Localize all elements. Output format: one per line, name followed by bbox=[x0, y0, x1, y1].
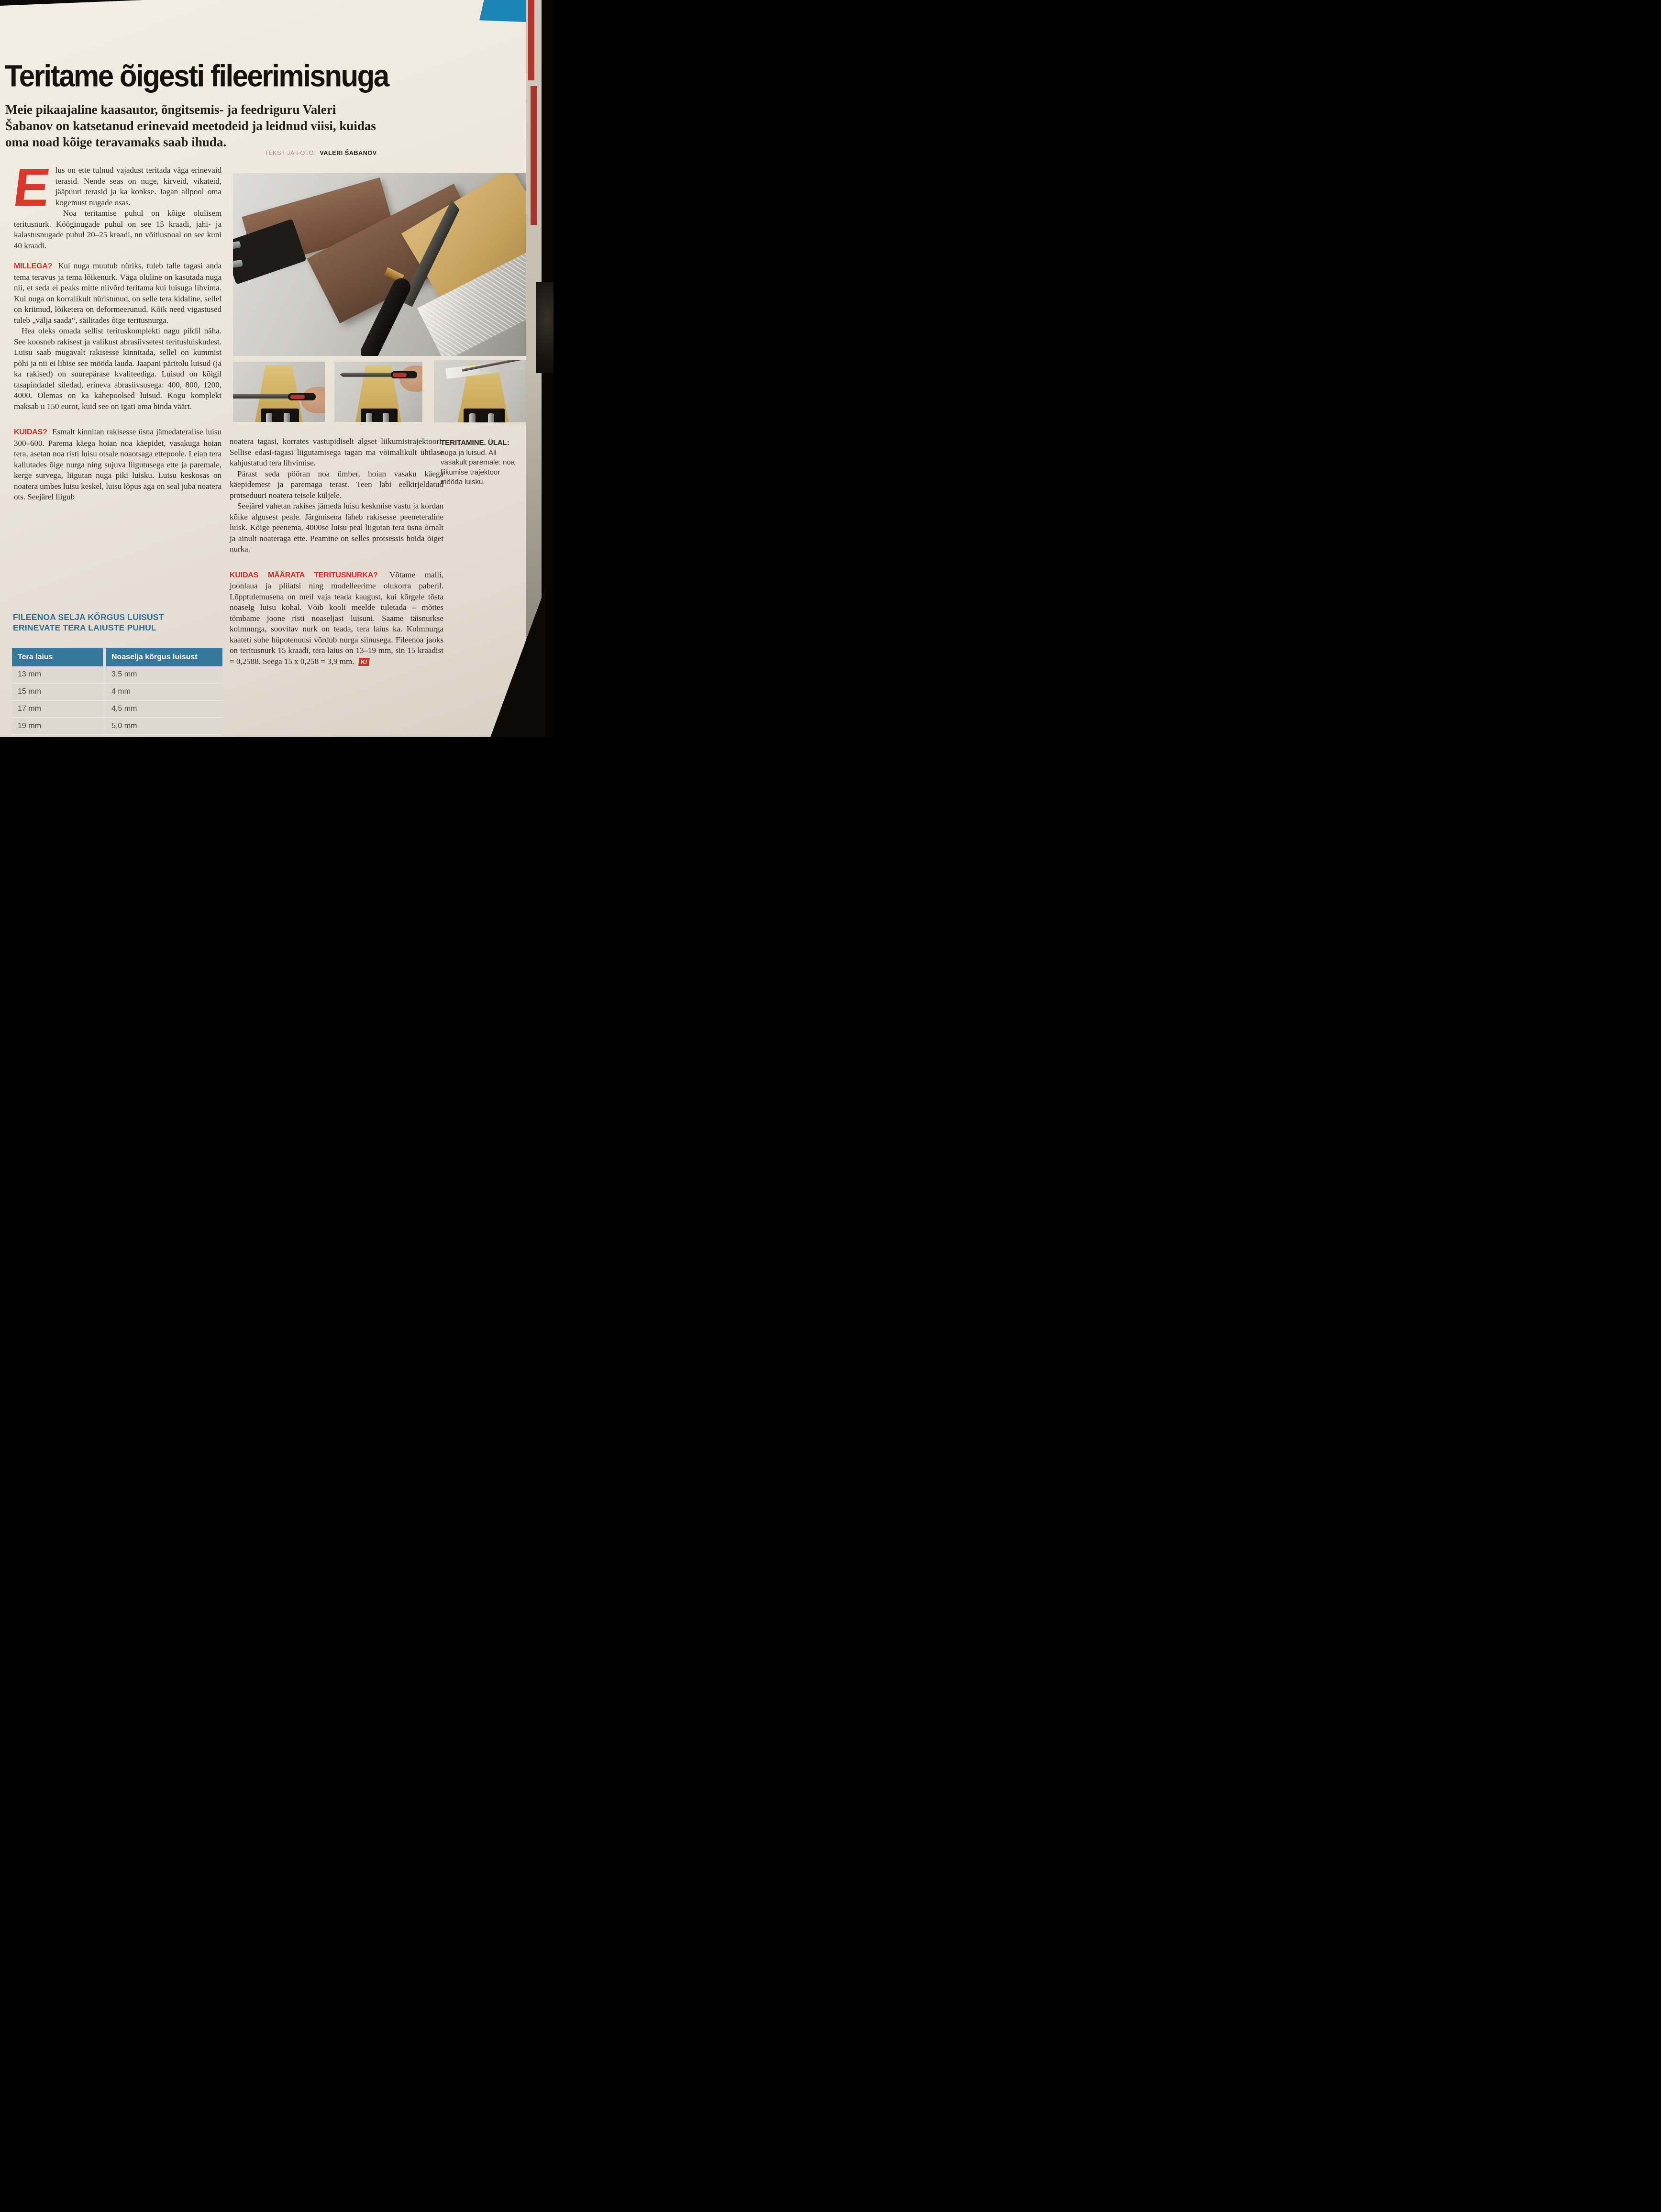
table-row bbox=[12, 666, 222, 683]
table-row bbox=[12, 718, 222, 735]
knife-blade bbox=[233, 394, 296, 398]
page-title: Teritame õigesti fileerimisnuga bbox=[5, 59, 388, 93]
article-column-left bbox=[10, 157, 222, 503]
table-cell: 4 mm bbox=[106, 683, 222, 700]
paragraph: Pärast seda pööran noa ümber, hoian vasaku käega käepidemest ja paremaga terast. Teen läbi eelkirjeldatud protseduuri noatera teisele küljele. bbox=[230, 469, 443, 500]
knife-handle bbox=[391, 371, 417, 378]
table-title bbox=[13, 612, 222, 633]
clamp-screw bbox=[366, 413, 372, 422]
article-column-middle bbox=[230, 436, 443, 667]
blade-width-table bbox=[12, 648, 222, 735]
column-header: Noaselja kõrgus luisust bbox=[106, 648, 222, 666]
background-shadow bbox=[536, 282, 554, 373]
caption-position-label: ÜLAL: bbox=[487, 439, 509, 447]
clamp-screw bbox=[469, 413, 476, 422]
table-cell: 5,0 mm bbox=[106, 718, 222, 735]
paragraph-text: Kui nuga muutub nüriks, tuleb talle tagasi anda tema teravus ja tema lõikenurk. Väga oluline on kasutada nuga nii, et seda ei peaks mitte niivõrd teritama kui luisuga lihvima. Kui nuga on korralikult nüristunud, on selle tera kidaline, sellel on kriimud, lõiketera on deformeerunud. Kõik need vigastused tuleb „välja saada“, säilitades õige teritusnurga. bbox=[14, 261, 221, 325]
table-header-row bbox=[12, 648, 222, 666]
paragraph bbox=[14, 427, 221, 503]
table-cell: 4,5 mm bbox=[106, 700, 222, 718]
photo-sharpening-step-2 bbox=[334, 362, 422, 422]
blade-width-table-section bbox=[12, 612, 222, 735]
paragraph: Noa teritamise puhul on kõige olulisem teritusnurk. Kööginugade puhul on see 15 kraadi, jahi- ja kalastusnugade puhul 20–25 kraadi, nn võitlusnoal on see kuni 40 kraadi. bbox=[14, 209, 221, 250]
paragraph bbox=[230, 570, 443, 667]
table-row bbox=[12, 700, 222, 718]
section-label-kuidas: KUIDAS? bbox=[14, 428, 47, 436]
paragraph-text: Võtame malli, joonlaua ja pliiatsi ning modelleerime olukorra paberil. Lõpptulemusena on meil vaja teada kaugust, kui kõrgele tõsta noaselg luisu kohal. Võib kooli meelde tuletada – mõttes tõmbame joone risti noaseljast luisuni. Saame täisnurkse kolmnurga, soovitav nurk on teada, tera laius ka. Kolmnurga kaateti suhe hüpotenuusi võrdub nurga siinusega. Fileenoa jaoks on teritusnurk 15 kraadi, tera laius on 13–19 mm, sin 15 kraadist = 0,2588. Seega 15 x 0,258 = 3,9 mm. bbox=[230, 570, 443, 666]
hand bbox=[301, 387, 325, 413]
paragraph-text: lus on ette tulnud vajadust teritada väga erinevaid terasid. Nende seas on nuge, kirveid, vikateid, jääpuuri terasid ja ka konkse. Jagan allpool oma kogemust nugade osas. bbox=[55, 166, 221, 207]
paragraph bbox=[10, 157, 221, 217]
table-cell: 13 mm bbox=[12, 666, 103, 683]
table-row bbox=[12, 683, 222, 700]
drop-cap: E bbox=[10, 157, 54, 217]
knife-handle bbox=[288, 393, 316, 400]
section-label-maarata: KUIDAS MÄÄRATA TERITUSNURKA? bbox=[230, 571, 378, 579]
table-cell: 15 mm bbox=[12, 683, 103, 700]
byline bbox=[265, 150, 377, 156]
caption-text: nuga ja luisud. All vasakult paremale: noa liikumise trajektoor mööda luisku. bbox=[441, 448, 515, 486]
paragraph bbox=[14, 261, 221, 326]
page-corner-tab bbox=[479, 0, 526, 22]
paragraph: noatera tagasi, korrates vastupidiselt algset liikumistrajektoori. Sellise edasi-tagasi liigutamisega tagan ma võimalikult ühtlase kahjustatud tera lihvimise. bbox=[230, 437, 443, 467]
byline-author: VALERI ŠABANOV bbox=[320, 150, 377, 156]
knife-grip-red bbox=[393, 373, 407, 377]
paragraph: Seejärel vahetan rakises jämeda luisu keskmise vastu ja kordan kõike algusest peale. Järgmisena läheb rakisesse peeneteraline luisk. Kõige peenema, 4000se luisu peal liigutan tera üsna õrnalt ja ainult noateraga ette. Peamine on selles protsessis hoida õiget nurka. bbox=[230, 501, 443, 553]
clamp-screw bbox=[284, 413, 290, 422]
magazine-edge-red-stripe bbox=[531, 86, 537, 225]
clamp-screw bbox=[488, 413, 494, 422]
magazine-edge-red-stripe bbox=[528, 0, 534, 80]
paragraph-text: Esmalt kinnitan rakisesse üsna jämedateralise luisu 300–600. Parema käega hoian noa käepidet, vasakuga hoian tera, asetan noa risti luisu otsale noaotsaga ettepoole. Leian tera kallutades õige nurga ning sujuva liigutusega ette ja paremale, kerge survega, liigutan nuga piki luisku. Luisu keskosas on noatera umbes luisu keskel, luisu lõpus aga on seal juba noatera ots. Seejärel liigub bbox=[14, 427, 222, 501]
paragraph: Hea oleks omada sellist terituskomplekti nagu pildil näha. See koosneb rakisest ja valikust abrasiivsetest teritusluiskudest. Luisu saab mugavalt rakisesse kinnitada, sellel on kummist põhi ja nii ei libise see mööda lauda. Jaapani päritolu luisud (ja ka rakised) on suurepärase kvaliteediga. Luisud on kõigil tasapindadel siledad, erineva abrasiivsusega: 400, 800, 1200, 4000. Olemas on ka kahepoolsed luisud. Kogu komplekt maksab u 150 eurot, kuid see on igati oma hinda väärt. bbox=[14, 326, 221, 411]
knife-grip-red bbox=[290, 395, 305, 399]
article-intro: Meie pikaajaline kaasautor, õngitsemis- ja feedriguru Valeri Šabanov on katsetanud erinevaid meetodeid ja leidnud viisi, kuidas oma noad kõige teravamaks saab ihuda. bbox=[5, 102, 376, 149]
clamp-screw bbox=[383, 413, 389, 422]
magazine-page bbox=[0, 0, 542, 737]
section-label-millega: MILLEGA? bbox=[14, 262, 53, 270]
table-cell: 17 mm bbox=[12, 700, 103, 718]
table-cell: 3,5 mm bbox=[106, 666, 222, 683]
caption-heading: TERITAMINE. bbox=[441, 439, 486, 447]
photo-sharpening-step-3 bbox=[434, 360, 532, 422]
sharpening-clamp bbox=[233, 219, 307, 284]
table-cell: 19 mm bbox=[12, 718, 103, 735]
page-corner-shadow bbox=[0, 0, 144, 6]
column-header: Tera laius bbox=[12, 648, 103, 666]
photo-sharpening-step-1 bbox=[233, 362, 325, 422]
clamp-screw bbox=[266, 413, 272, 422]
table-title-line2: ERINEVATE TERA LAIUSTE PUHUL bbox=[13, 622, 156, 632]
byline-label: TEKST JA FOTO: bbox=[265, 150, 316, 156]
photo-whetstones-and-knife bbox=[233, 173, 532, 356]
photo-caption bbox=[441, 438, 515, 487]
table-title-line1: FILEENOA SELJA KÕRGUS LUISUST bbox=[13, 612, 164, 622]
end-of-article-mark: K! bbox=[358, 658, 370, 666]
hand bbox=[399, 365, 422, 392]
magazine-photo-background bbox=[0, 0, 554, 737]
